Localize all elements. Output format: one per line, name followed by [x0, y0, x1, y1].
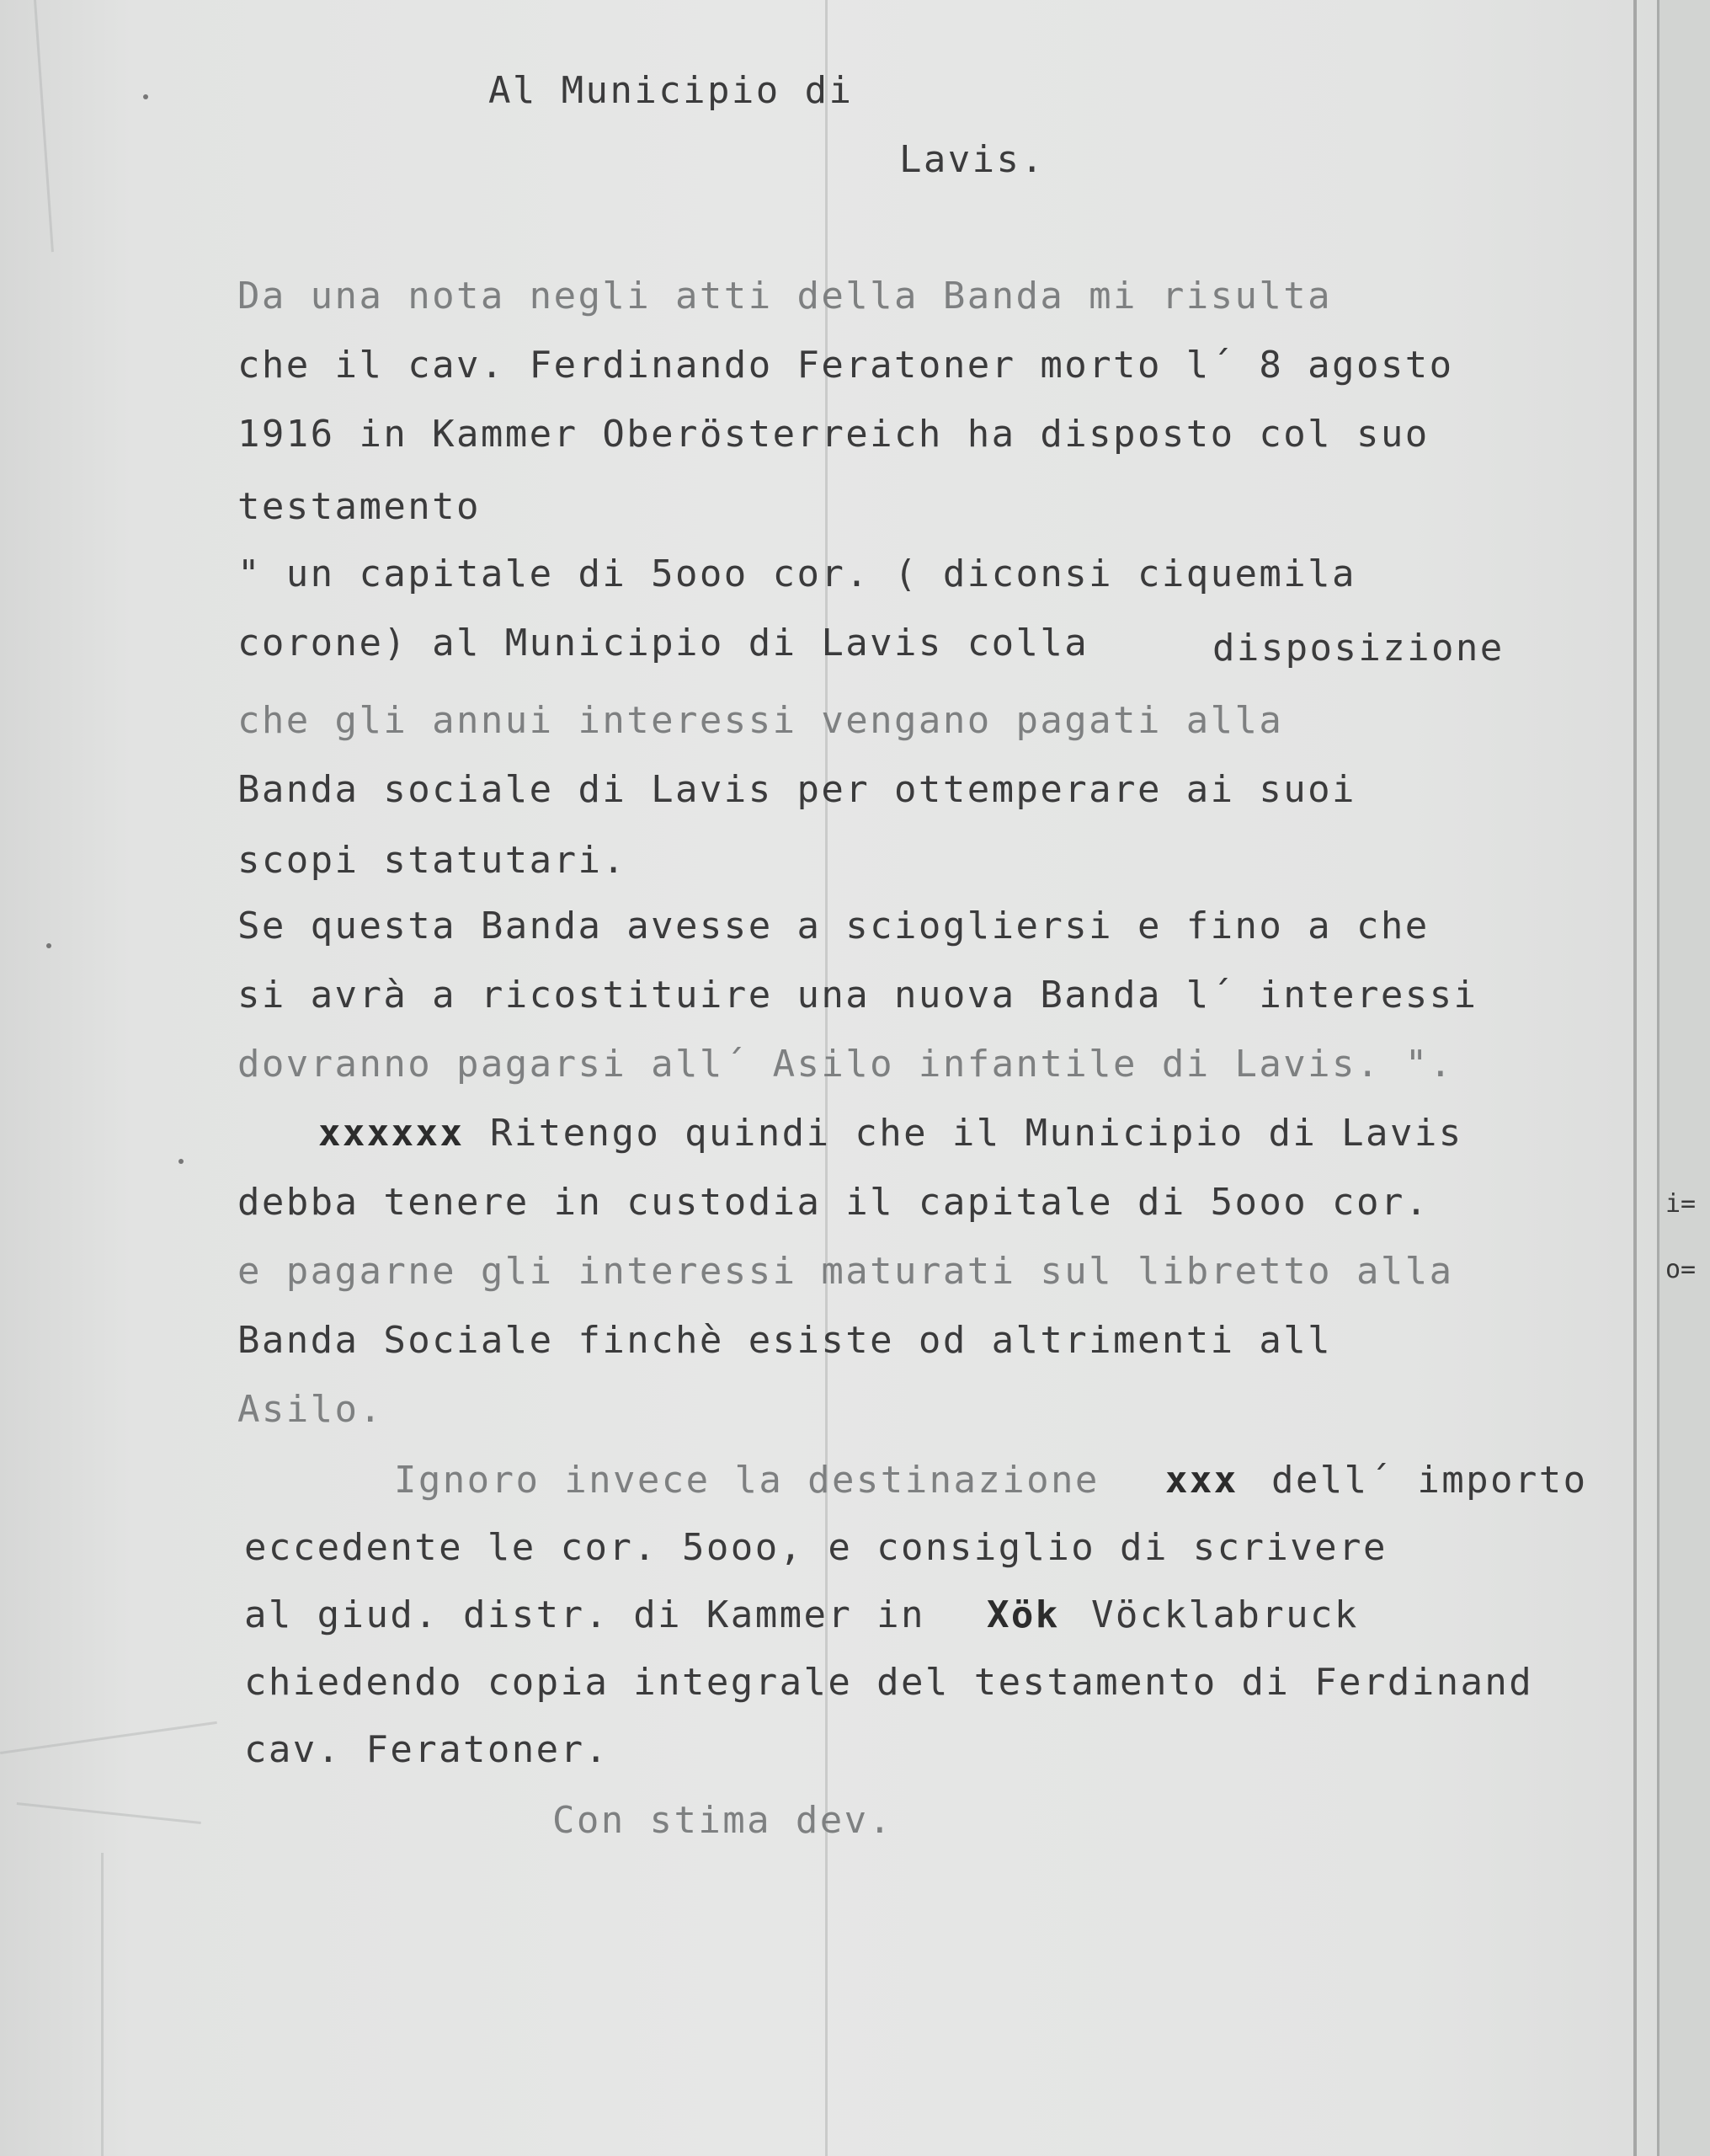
letter-line-1: Da una nota negli atti della Banda mi risulta	[237, 275, 1333, 318]
letter-line-5: " un capitale di 5ooo cor. ( diconsi ciquemila	[237, 552, 1356, 595]
letter-line-11: si avrà a ricostituire una nuova Banda l´ interessi	[237, 974, 1478, 1017]
paper-edge	[1633, 0, 1637, 2156]
letter-line-21: chiedendo copia integrale del testamento di Ferdinand	[244, 1661, 1534, 1704]
margin-mark: o=	[1665, 1255, 1697, 1284]
letter-line-17: Asilo.	[237, 1388, 384, 1431]
letter-line-20b: Vöcklabruck	[1091, 1593, 1359, 1636]
letter-line-13: Ritengo quindi che il Municipio di Lavis	[490, 1112, 1463, 1155]
letter-line-10: Se questa Banda avesse a sciogliersi e fino a che	[237, 905, 1430, 947]
struck-out-text: xxx	[1165, 1459, 1239, 1502]
letter-line-18b: dell´ importo	[1271, 1459, 1588, 1502]
letter-line-9: scopi statutari.	[237, 839, 627, 882]
underlying-sheet-edge	[1657, 0, 1710, 2156]
closing-salutation: Con stima dev.	[552, 1799, 893, 1842]
letter-line-8: Banda sociale di Lavis per ottemperare ai suoi	[237, 768, 1356, 811]
paper-speck	[46, 943, 51, 948]
paper-speck	[143, 94, 148, 99]
letter-line-18: Ignoro invece la destinazione	[394, 1459, 1100, 1502]
letter-line-19: eccedente le cor. 5ooo, e consiglio di scrivere	[244, 1526, 1388, 1569]
letter-line-22: cav. Feratoner.	[244, 1728, 610, 1771]
letter-line-6: corone) al Municipio di Lavis colla	[237, 622, 1089, 664]
letter-line-20: al giud. distr. di Kammer in	[244, 1593, 925, 1636]
letter-line-16: Banda Sociale finchè esiste od altrimenti all	[237, 1319, 1333, 1362]
paper-crease	[34, 0, 54, 252]
letter-line-6b: disposizione	[1212, 627, 1505, 670]
struck-out-text: Xök	[987, 1593, 1060, 1636]
margin-mark: i=	[1665, 1189, 1697, 1219]
struck-out-text: xxxxxx	[318, 1112, 465, 1155]
letter-line-12: dovranno pagarsi all´ Asilo infantile di Lavis. ".	[237, 1043, 1454, 1086]
letter-line-2: che il cav. Ferdinando Feratoner morto l´ 8 agosto	[237, 344, 1454, 387]
addressee-line-1: Al Municipio di	[488, 69, 854, 112]
paper-crease	[17, 1802, 201, 1824]
letter-line-3: 1916 in Kammer Oberösterreich ha disposto col suo	[237, 413, 1430, 456]
addressee-line-2: Lavis.	[899, 138, 1046, 181]
letter-line-14: debba tenere in custodia il capitale di 5ooo cor.	[237, 1181, 1430, 1224]
letter-line-15: e pagarne gli interessi maturati sul libretto alla	[237, 1250, 1454, 1293]
letter-line-4: testamento	[237, 485, 481, 528]
paper-crease	[101, 1853, 104, 2156]
letter-line-7: che gli annui interessi vengano pagati alla	[237, 699, 1284, 742]
paper-speck	[178, 1159, 184, 1164]
paper-crease	[0, 1721, 217, 1754]
